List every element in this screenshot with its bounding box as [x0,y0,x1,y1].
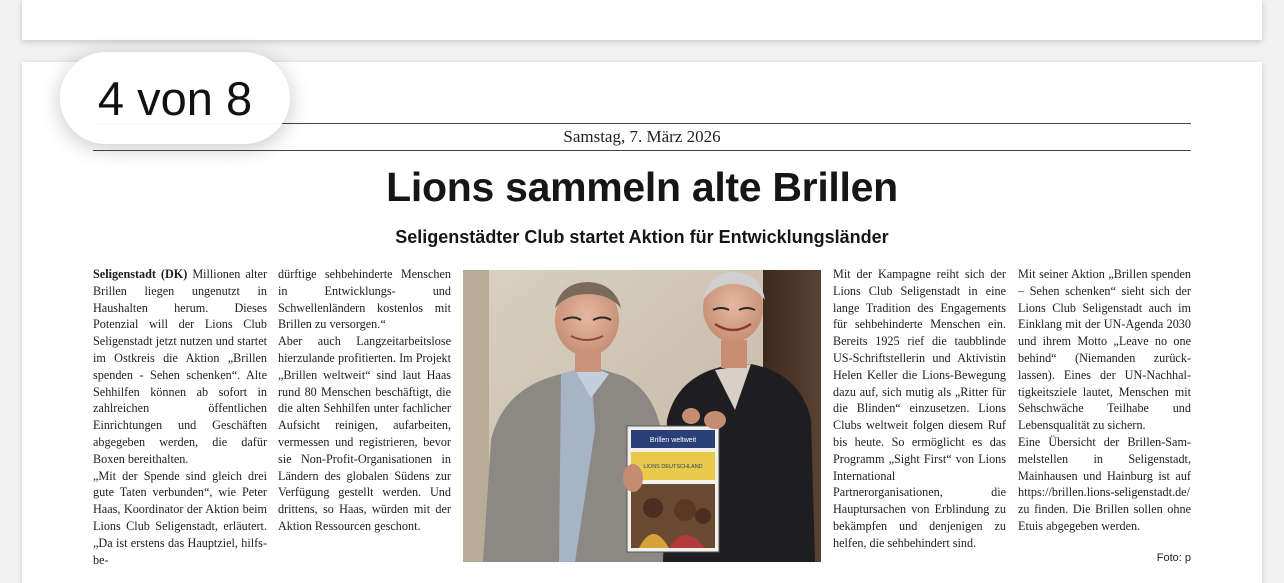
article-dateline: Seligenstadt (DK) [93,267,188,281]
article-paragraph: „Mit der Spende sind gleich drei gute Taten verbunden“, wie Peter Haas, Koordinator der Aktion beim Lions Club Seligenstadt, erläutert. „Da ist erstens das Hauptziel, hilfsbe- [93,468,267,567]
article-column-3 [833,266,1006,568]
donation-box-label: Brillen weltweit [649,437,697,444]
page-indicator: 4 von 8 [60,52,290,144]
article-paragraph: Seligenstadt (DK) Millionen alter Brillen liegen ungenutzt in Haushalten herum. Dieses Potenzial will der Lions Club Seligenstadt jetzt nutzen und startet im Ostkreis die Aktion „Brillen spenden - Sehen schenken“. Alte Sehhilfen können ab sofort in zahlreichen öffentlichen Einrichtungen und Geschäften abgegeben werden, die dafür Boxen bereithalten. [93,267,267,466]
donation-box-brand: LIONS DEUTSCHLAND [643,464,703,470]
article-column-4 [1018,266,1191,568]
article-subheadline: Seligenstädter Club startet Aktion für Entwicklungsländer [395,227,889,247]
photo-credit: Foto: p [1153,552,1191,564]
article-column-1 [93,266,267,568]
article-paragraph: Eine Übersicht der Brillen-Sammelstellen in Seligenstadt, Mainhausen und Hainburg ist auf https://brillen.lions-seligenstadt.de/ zu finden. Die Brillen sollen ohne Etuis abgegeben werden. [1018,434,1191,533]
previous-page-card [22,0,1262,40]
issue-date: Samstag, 7. März 2026 [563,127,721,146]
article-column-2 [278,266,451,568]
article-paragraph: Mit der Kampagne reiht sich der Lions Club Seligenstadt in eine lange Tradition des Engagements für sehbehinderte Menschen ein. Bereits 1925 rief die taubblinde US-Schriftstellerin und Aktivistin Helen Keller die Lions-Bewegung dazu auf, sich mutig als „Ritter für die Blinden“ einzusetzen. Lions Clubs weltweit folgen diesem Ruf bis heute. So ermöglicht es das Programm „Sight First“ von Lions International Partnerorganisationen, die Hauptursachen von Erblindung zu bekämpfen und denjenigen zu helfen, die sehbehindert sind. [833,267,1006,550]
article-paragraph: dürftige sehbehinderte Menschen in Entwicklungs- und Schwellenländern kostenlos mit Brillen zu versorgen.“ [278,267,451,332]
article-paragraph: Mit seiner Aktion „Brillen spenden – Sehen schenken“ sieht sich der Lions Club Seligenstadt auch im Einklang mit der UN-Agenda 2030 und ihrem Motto „Leave no one behind“ (Niemanden zurücklassen). Eines der UN-Nachhaltigkeitsziele lautet, Menschen mit Sehschwäche Teilhabe und Lebensqualität zu sichern. [1018,267,1191,433]
date-rule [93,150,1191,151]
article-photo [463,270,821,562]
article-headline: Lions sammeln alte Brillen [386,164,898,210]
article-paragraph: Aber auch Langzeitarbeitslose hierzulande profitierten. Im Projekt „Brillen weltweit“ sind laut Haas rund 80 Menschen beschäftigt, die die alten Sehhilfen unter fachlicher Aufsicht reinigen, aufarbeiten, vermessen und registrieren, bevor sie Non-Profit-Organisationen in Ländern des globalen Südens zur Verfügung gestellt werden. Und drittens, so Haas, würden mit der Aktion Ressourcen geschont. [278,334,451,533]
